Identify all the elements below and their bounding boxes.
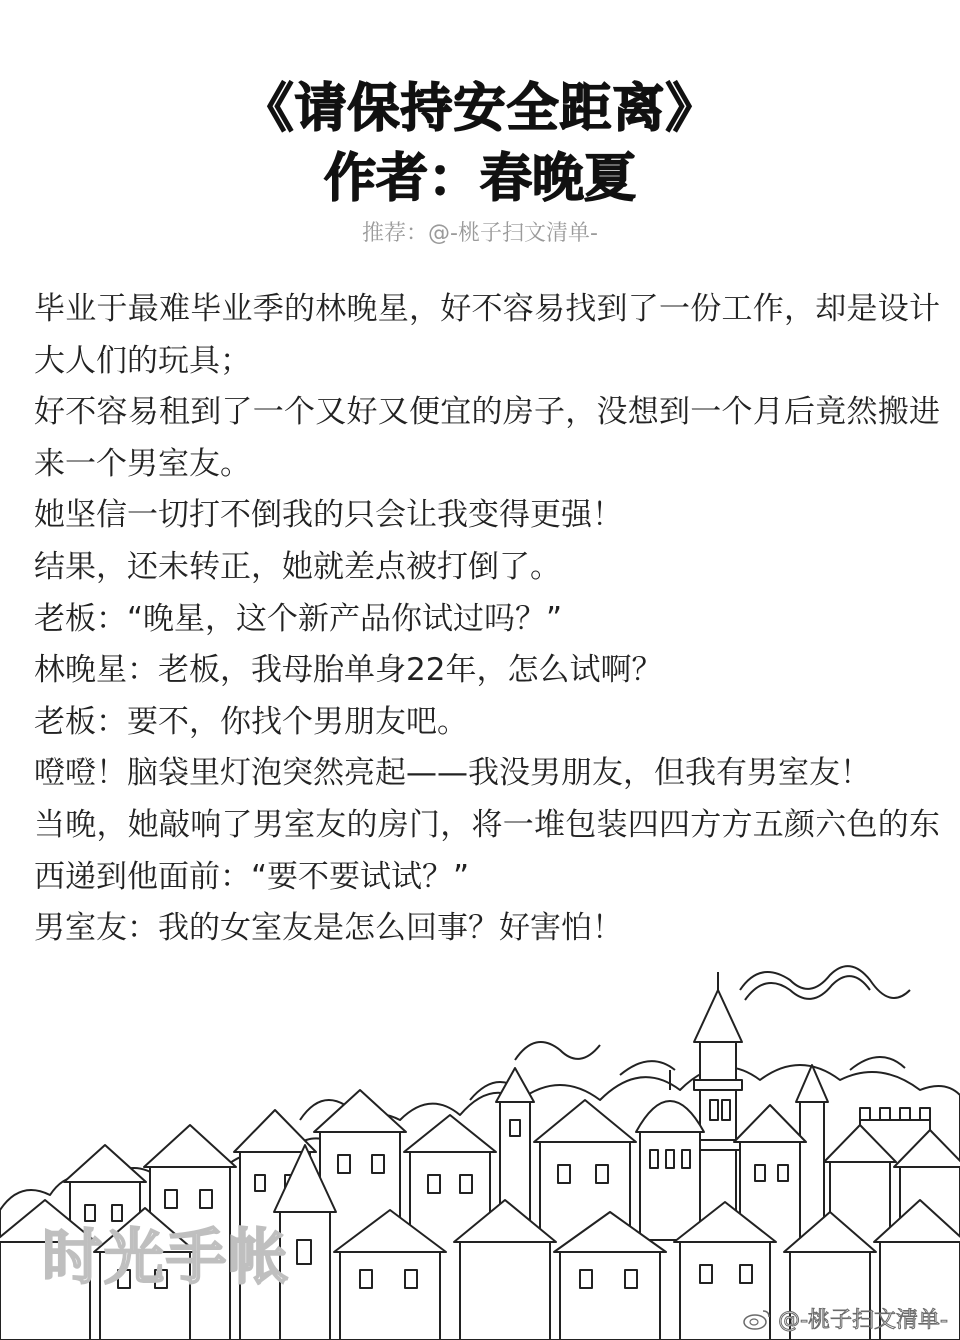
weibo-watermark <box>742 1303 948 1334</box>
recommend-credit: 推荐：@-桃子扫文清单- <box>362 221 598 246</box>
paragraph: 毕业于最难毕业季的林晚星，好不容易找到了一份工作，却是设计大人们的玩具； <box>34 291 940 379</box>
synopsis-text <box>34 284 940 955</box>
weibo-icon <box>742 1307 772 1331</box>
paragraph: 好不容易租到了一个又好又便宜的房子，没想到一个月后竟然搬进来一个男室友。 <box>34 394 940 482</box>
book-author: 作者：春晚夏 <box>323 149 636 209</box>
paragraph: 老板：“晚星，这个新产品你试过吗？” <box>34 600 563 637</box>
paragraph: 她坚信一切打不倒我的只会让我变得更强！ <box>34 497 623 534</box>
paragraph: 当晚，她敲响了男室友的房门，将一堆包装四四方方五颜六色的东西递到他面前：“要不要试试？” <box>34 806 940 895</box>
paragraph: 林晚星：老板，我母胎单身22年，怎么试啊？ <box>34 652 663 689</box>
watermark-logo: 时光手帐 <box>42 1223 290 1293</box>
paragraph: 男室友：我的女室友是怎么回事？好害怕！ <box>34 910 623 947</box>
book-title: 《请保持安全距离》 <box>241 79 719 139</box>
paragraph: 结果，还未转正，她就差点被打倒了。 <box>34 548 561 585</box>
weibo-handle: @-桃子扫文清单- <box>778 1308 948 1333</box>
paragraph: 老板：要不，你找个男朋友吧。 <box>34 703 468 740</box>
paragraph: 噔噔！脑袋里灯泡突然亮起——我没男朋友，但我有男室友！ <box>34 755 871 792</box>
